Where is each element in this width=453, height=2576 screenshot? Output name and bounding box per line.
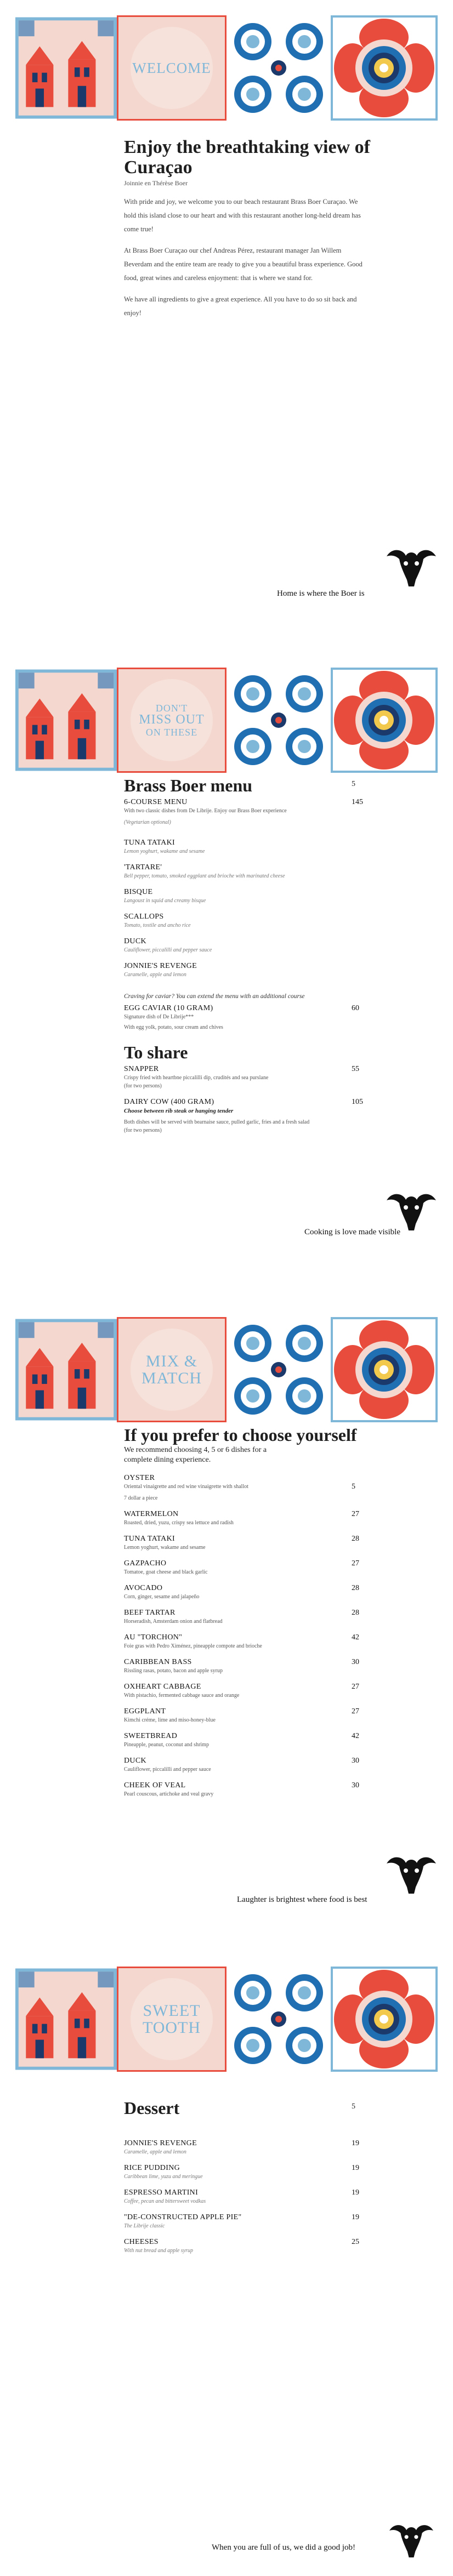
- tile-banner: [15, 1967, 438, 2072]
- page-title: Enjoy the breathtaking view of Curaçao: [124, 137, 370, 178]
- tile-banner: [15, 1317, 438, 1422]
- bull-skull-icon: [384, 1850, 439, 1899]
- welcome-paragraph: At Brass Boer Curaçao our chef Andreas Pérez, restaurant manager Jan Willem Beverdam and the entire team are ready to give you a beautiful brass experience. Good food, great wines and careless enjoyment: that is where we stand for.: [124, 246, 363, 282]
- menu-item: 6-COURSE MENU 145 With two classic dishes from De Librije. Enjoy our Brass Boer experience (Vegetarian optional): [124, 798, 363, 825]
- welcome-content: [124, 137, 382, 320]
- welcome-paragraph: We have all ingredients to give a great experience. All you have to do so sit back and enjoy!: [124, 295, 357, 317]
- menu-item: OXHEART CABBAGE 27 With pistachio, fermented cabbage sauce and orange: [124, 1683, 359, 1699]
- tile-banner: [15, 668, 438, 773]
- page-brass-boer-menu: [0, 652, 453, 1277]
- dutch-houses-tile: [15, 1967, 117, 2072]
- banner-label: DON'T MISS OUT ON THESE: [131, 679, 213, 761]
- title-price: 5: [352, 780, 355, 788]
- banner-label-tile: [117, 15, 226, 121]
- welcome-paragraph: With pride and joy, we welcome you to our beach restaurant Brass Boer Curaçao. We hold this island close to our heart and with this restaurant another long-held dream has come true!: [124, 197, 361, 233]
- menu-item: EGGPLANT 27 Kimchi créme, lime and miso-honey-blue: [124, 1707, 359, 1724]
- page-mix-and-match: [0, 1302, 453, 1927]
- menu-item: 'TARTARE' Bell pepper, tomato, smoked eggplant and brioche with marinated cheese: [124, 863, 285, 879]
- menu-item: OYSTER 5 Oriental vinaigrette and red wine vinaigrette with shallot 7 dollar a piece: [124, 1474, 355, 1502]
- page-dessert: [0, 1951, 453, 2576]
- menu-item: DAIRY COW (400 GRAM) 105 Choose between rib steak or hanging tender Both dishes will be served with bearnaise sauce, pulled garlic, fries and a fresh salad (for two persons): [124, 1098, 363, 1133]
- menu-item: AU "TORCHON" 42 Foie gras with Pedro Ximénez, pineapple compote and brioche: [124, 1633, 359, 1650]
- page-welcome: [0, 0, 453, 625]
- menu-item: DUCK 30 Cauliflower, piccalilli and pepper sauce: [124, 1757, 359, 1773]
- dutch-houses-tile: [15, 668, 117, 773]
- banner-label: WELCOME: [131, 27, 213, 109]
- caviar-note: Craving for caviar? You can extend the menu with an additional course: [124, 993, 305, 1000]
- tagline: Cooking is love made visible: [304, 1228, 400, 1236]
- tagline: When you are full of us, we did a good job!: [212, 2543, 356, 2552]
- page-subtitle: Joinnie en Thérèse Boer: [124, 179, 188, 187]
- dutch-houses-tile: [15, 15, 117, 121]
- azulejo-tile: [226, 668, 331, 773]
- flower-tile: [331, 1967, 438, 2072]
- menu-item: AVOCADO 28 Corn, ginger, sesame and jalapeño: [124, 1584, 359, 1600]
- intro-text: We recommend choosing 4, 5 or 6 dishes for a complete dining experience.: [124, 1446, 267, 1464]
- menu-item: RICE PUDDING 19 Caribbean lime, yuzu and meringue: [124, 2164, 359, 2180]
- banner-label-tile: [117, 1317, 226, 1422]
- menu-item: SNAPPER 55 Crispy fried with heartbne piccalilli dip, crudités and sea purslane (for two persons): [124, 1065, 359, 1089]
- dessert-content: [124, 2098, 382, 2255]
- menu-item: TUNA TATAKI Lemon yoghurt, wakame and sesame: [124, 839, 205, 854]
- menu-item: ESPRESSO MARTINI 19 Coffee, pecan and bittersweet vodkas: [124, 2189, 359, 2204]
- page-title: Brass Boer menu: [124, 776, 253, 795]
- menu-item: CHEEK OF VEAL 30 Pearl couscous, artichoke and veal gravy: [124, 1781, 359, 1798]
- menu-item: SCALLOPS Tomato, tostile and ancho rice: [124, 913, 191, 928]
- tagline: Laughter is brightest where food is best: [237, 1895, 367, 1904]
- flower-tile: [331, 15, 438, 121]
- dutch-houses-tile: [15, 1317, 117, 1422]
- menu-item: "DE-CONSTRUCTED APPLE PIE" 19 The Librije classic: [124, 2213, 359, 2229]
- bull-skull-icon: [384, 543, 439, 592]
- page-title: Dessert: [124, 2098, 180, 2118]
- banner-label: SWEET TOOTH: [131, 1978, 213, 2060]
- menu-item: JONNIE'S REVENGE Caramelle, apple and lemon: [124, 962, 197, 978]
- menu-item: CARIBBEAN BASS 30 Rissling rasas, potato, bacon and apple syrup: [124, 1658, 359, 1674]
- menu-item: CHEESES 25 With nut bread and apple syrup: [124, 2238, 359, 2254]
- azulejo-tile: [226, 1967, 331, 2072]
- banner-label: MIX & MATCH: [131, 1329, 213, 1411]
- banner-label-tile: [117, 1967, 226, 2072]
- menu-item: DUCK Cauliflower, piccalilli and pepper sauce: [124, 937, 212, 953]
- bull-skull-icon: [384, 1187, 439, 1236]
- bull-skull-icon: [384, 2518, 439, 2562]
- tile-banner: [15, 15, 438, 121]
- tagline: Home is where the Boer is: [277, 589, 365, 598]
- menu-item: GAZPACHO 27 Tomatoe, goat cheese and black garlic: [124, 1559, 359, 1576]
- azulejo-tile: [226, 1317, 331, 1422]
- menu-content: [124, 776, 382, 1135]
- menu-item: SWEETBREAD 42 Pineapple, peanut, coconut and shrimp: [124, 1732, 359, 1748]
- title-price: 5: [352, 2102, 355, 2111]
- banner-label-tile: [117, 668, 226, 773]
- menu-item: WATERMELON 27 Roasted, dried, yuzu, crispy sea lettuce and radish: [124, 1510, 359, 1526]
- menu-item: EGG CAVIAR (10 GRAM) 60 Signature dish of De Librije*** With egg yolk, potato, sour cream and chives: [124, 1004, 359, 1030]
- menu-item: BISQUE Langoust in squid and creamy bisque: [124, 888, 206, 904]
- mix-content: [124, 1425, 382, 1798]
- flower-tile: [331, 668, 438, 773]
- flower-tile: [331, 1317, 438, 1422]
- azulejo-tile: [226, 15, 331, 121]
- menu-item: TUNA TATAKI 28 Lemon yoghurt, wakame and sesame: [124, 1535, 359, 1551]
- share-title: To share: [124, 1042, 188, 1062]
- page-title: If you prefer to choose yourself: [124, 1425, 357, 1445]
- menu-item: JONNIE'S REVENGE 19 Caramelle, apple and lemon: [124, 2139, 359, 2155]
- menu-item: BEEF TARTAR 28 Horseradish, Amsterdam onion and flatbread: [124, 1609, 359, 1625]
